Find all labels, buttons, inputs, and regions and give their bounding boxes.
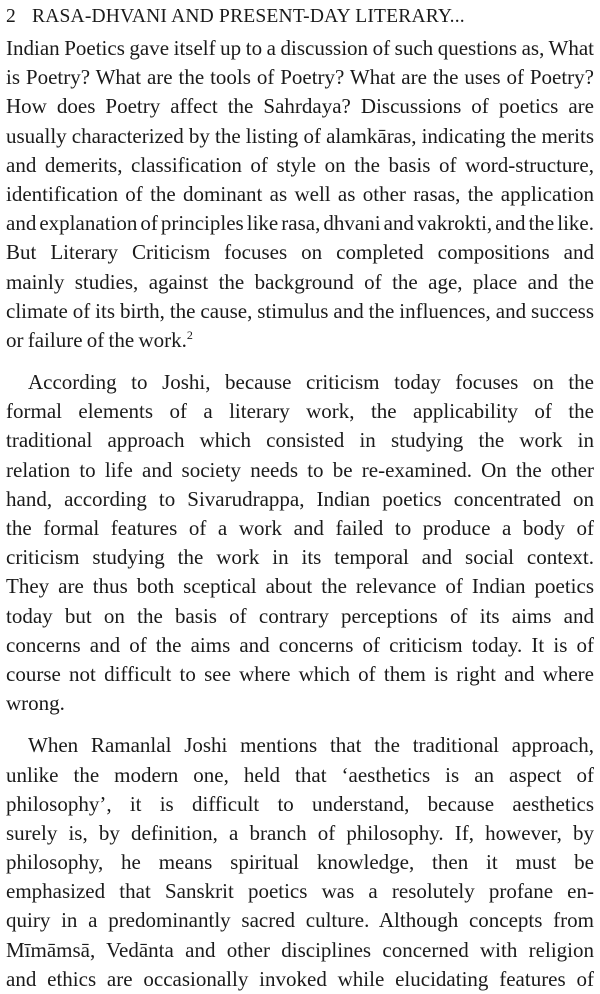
text-line: When Ramanlal Joshi mentions that the traditional approach, bbox=[28, 733, 594, 758]
text-line: surely is, by definition, a branch of philosophy. If, however, by bbox=[6, 820, 594, 845]
text-line: Indian Poetics gave itself up to a discussion of such questions as, What bbox=[6, 36, 594, 60]
text-line: But Literary Criticism focuses on completed compositions and bbox=[6, 240, 594, 265]
text-line: and explanation of principles like rasa, dhvani and vakrokti, and the like. bbox=[6, 211, 594, 236]
text-line bbox=[6, 326, 594, 355]
text-line: They are thus both sceptical about the relevance of Indian poetics bbox=[6, 574, 594, 599]
text-line: usually characterized by the listing of alamkāras, indicating the merits bbox=[6, 123, 594, 148]
text-line: formal elements of a literary work, the applicability of the bbox=[6, 399, 594, 424]
paragraph-2 bbox=[6, 368, 594, 718]
text-line: wrong. bbox=[6, 691, 65, 716]
body-text bbox=[6, 34, 594, 994]
paragraph-1 bbox=[6, 34, 594, 355]
text-line: the formal features of a work and failed to produce a body of bbox=[6, 516, 594, 540]
text-line: How does Poetry affect the Sahrdaya? Discussions of poetics are bbox=[6, 94, 594, 119]
text-line: quiry in a predominantly sacred culture. Although concepts from bbox=[6, 908, 594, 933]
text-line: hand, according to Sivarudrappa, Indian poetics concentrated on bbox=[6, 486, 594, 511]
text-line: unlike the modern one, held that ‘aesthetics is an aspect of bbox=[6, 762, 594, 787]
text-line: philosophy’, it is difficult to understand, because aesthetics bbox=[6, 791, 594, 816]
text-line: philosophy, he means spiritual knowledge, then it must be bbox=[6, 850, 594, 875]
text-line-end: or failure of the work. bbox=[6, 327, 187, 352]
text-line: According to Joshi, because criticism today focuses on the bbox=[28, 370, 594, 395]
paragraph-3 bbox=[6, 731, 594, 994]
text-line: Mīmāmsā, Vedānta and other disciplines concerned with religion bbox=[6, 937, 594, 962]
running-header bbox=[6, 2, 596, 32]
text-line: relation to life and society needs to be re-examined. On the other bbox=[6, 457, 594, 482]
text-line: is Poetry? What are the tools of Poetry? What are the uses of Poetry? bbox=[6, 65, 594, 90]
text-line: emphasized that Sanskrit poetics was a resolutely profane en- bbox=[6, 879, 594, 904]
text-line: concerns and of the aims and concerns of criticism today. It is of bbox=[6, 632, 594, 657]
text-line: traditional approach which consisted in studying the work in bbox=[6, 428, 594, 453]
text-line: and ethics are occasionally invoked while elucidating features of bbox=[6, 966, 594, 991]
page-number: 2 bbox=[6, 6, 16, 27]
text-line: mainly studies, against the background of the age, place and the bbox=[6, 269, 594, 294]
text-line: climate of its birth, the cause, stimulus and the influences, and success bbox=[6, 298, 594, 323]
running-title: RASA-DHVANI AND PRESENT-DAY LITERARY... bbox=[32, 6, 465, 27]
text-line: identification of the dominant as well as other rasas, the application bbox=[6, 181, 594, 206]
text-line: today but on the basis of contrary perceptions of its aims and bbox=[6, 603, 594, 628]
footnote-ref: 2 bbox=[186, 327, 193, 342]
text-line: criticism studying the work in its temporal and social context. bbox=[6, 545, 594, 570]
text-line: and demerits, classification of style on the basis of word-structure, bbox=[6, 152, 594, 177]
text-line: course not difficult to see where which of them is right and where bbox=[6, 661, 594, 686]
